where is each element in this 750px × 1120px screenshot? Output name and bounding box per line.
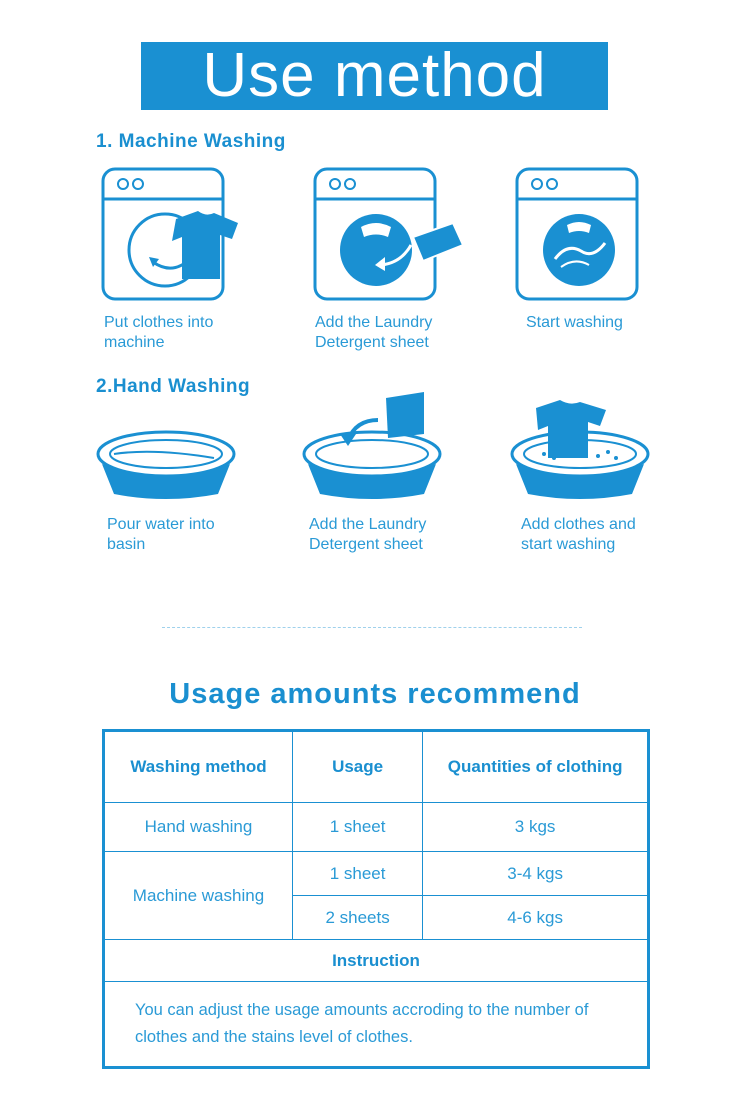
machine-qty-cell-1: 3-4 kgs <box>423 852 649 896</box>
basin-water-icon <box>94 424 238 504</box>
hand-step-2-caption: Add the Laundry Detergent sheet <box>309 516 427 553</box>
header-quantities: Quantities of clothing <box>423 731 649 803</box>
usage-table <box>102 729 650 1069</box>
instruction-header-row <box>104 940 649 982</box>
instruction-title: Instruction <box>104 940 649 982</box>
instruction-row <box>104 982 649 1068</box>
washing-machine-sheet-icon <box>313 167 473 303</box>
machine-step-1-caption: Put clothes into machine <box>104 314 214 351</box>
page-banner: Use method <box>141 42 608 110</box>
hand-step-1-caption: Pour water into basin <box>107 516 215 553</box>
hand-washing-title: 2.Hand Washing <box>96 376 251 397</box>
usage-title: Usage amounts recommend <box>169 678 581 710</box>
instruction-text: You can adjust the usage amounts accroding to the number of clothes and the stains level of clothes. <box>104 982 649 1068</box>
header-usage: Usage <box>292 731 422 803</box>
table-row <box>104 803 649 852</box>
hand-qty-cell: 3 kgs <box>423 803 649 852</box>
basin-shirt-icon <box>508 396 652 504</box>
machine-qty-cell-2: 4-6 kgs <box>423 896 649 940</box>
section-divider <box>162 627 582 628</box>
machine-usage-cell-1: 1 sheet <box>292 852 422 896</box>
machine-usage-cell-2: 2 sheets <box>292 896 422 940</box>
header-washing-method: Washing method <box>104 731 293 803</box>
washing-machine-start-icon <box>515 167 641 303</box>
table-row <box>104 852 649 896</box>
washing-machine-shirt-icon <box>101 167 261 303</box>
hand-usage-cell: 1 sheet <box>292 803 422 852</box>
machine-step-3-caption: Start washing <box>526 314 623 331</box>
hand-method-cell: Hand washing <box>104 803 293 852</box>
table-header-row <box>104 731 649 803</box>
machine-washing-title: 1. Machine Washing <box>96 131 286 152</box>
machine-step-2-caption: Add the Laundry Detergent sheet <box>315 314 433 351</box>
hand-step-3-caption: Add clothes and start washing <box>521 516 636 553</box>
basin-sheet-icon <box>300 390 444 504</box>
machine-method-cell: Machine washing <box>104 852 293 940</box>
